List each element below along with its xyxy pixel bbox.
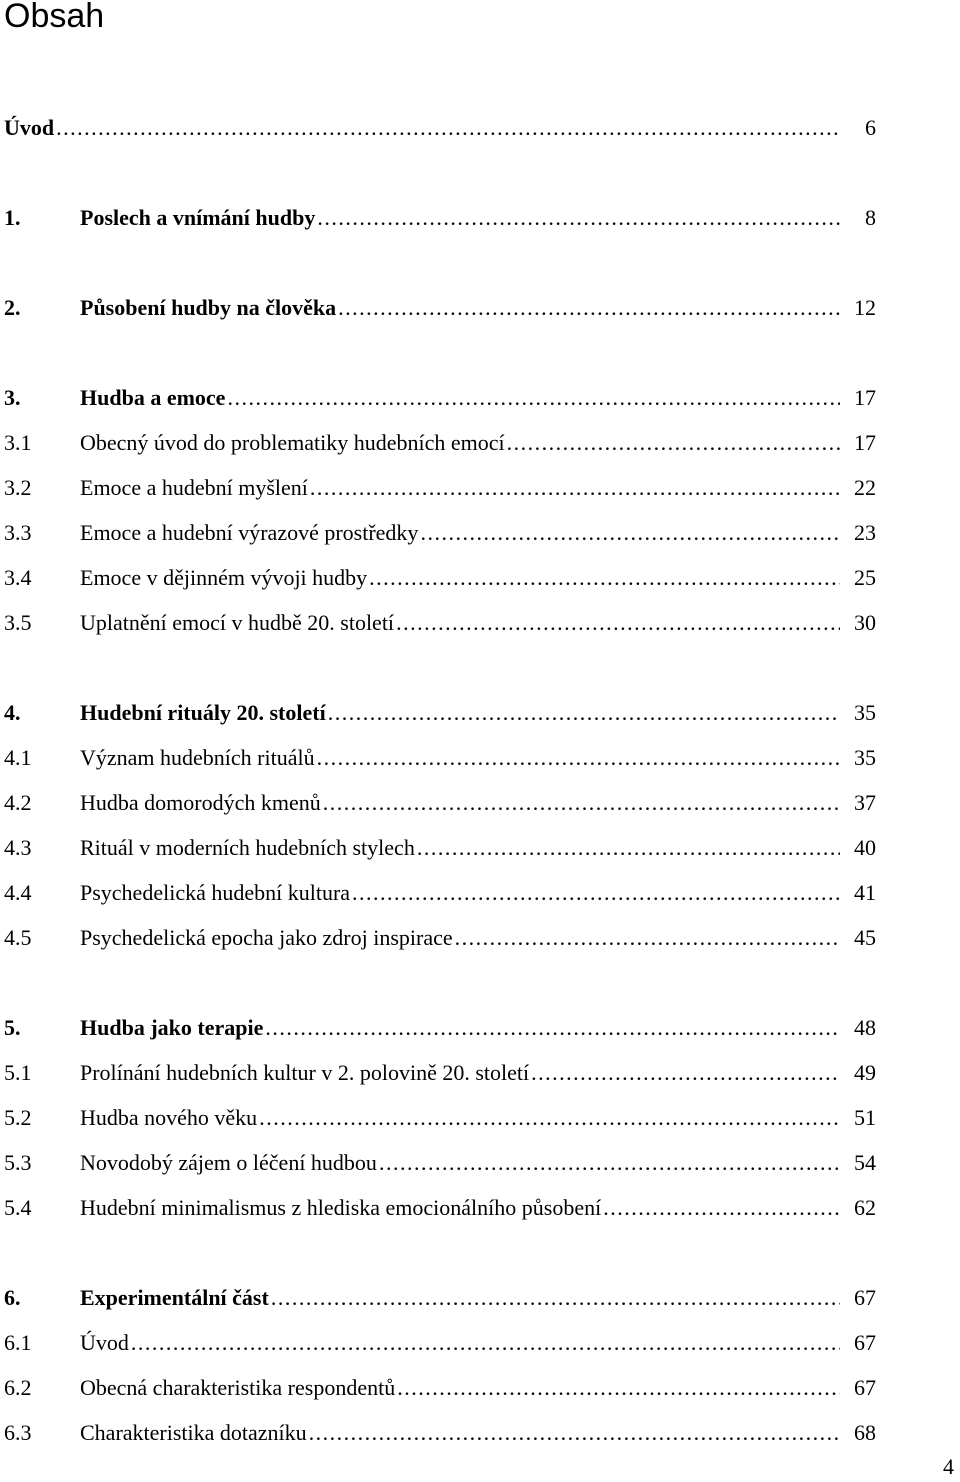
- toc-entry-page: 37: [854, 790, 876, 815]
- toc-entry: [4, 518, 876, 548]
- toc-entry-page: 67: [854, 1285, 876, 1310]
- toc-entry-page: 62: [854, 1195, 876, 1220]
- toc-entry-leader: [80, 878, 840, 908]
- toc-entry-page: 54: [854, 1150, 876, 1175]
- toc-entry-number: 1.: [4, 205, 21, 230]
- toc-entry-number: 5.3: [4, 1150, 32, 1175]
- toc-entry-leader: [80, 923, 840, 953]
- toc-entry-leader: [80, 698, 840, 728]
- toc-entry: [4, 428, 876, 458]
- toc-entry-leader: [80, 833, 840, 863]
- toc-entry: [4, 293, 876, 323]
- toc-entry-title: Obecná charakteristika respondentů: [80, 1375, 396, 1400]
- toc-entry-number: 3.2: [4, 475, 32, 500]
- toc-entry-page: 22: [854, 475, 876, 500]
- toc-entry-leader: [80, 1013, 840, 1043]
- toc-entry-title: Působení hudby na člověka: [80, 295, 337, 320]
- toc-entry-number: 3.3: [4, 520, 32, 545]
- toc-entry-leader: [80, 1058, 840, 1088]
- toc-entry-leader: [80, 1193, 840, 1223]
- toc-entry-title: Emoce v dějinném vývoji hudby: [80, 565, 368, 590]
- toc-entry-title: Hudební minimalismus z hlediska emocionálního působení: [80, 1195, 602, 1220]
- toc-entry-page: 23: [854, 520, 876, 545]
- toc-entry: [4, 383, 876, 413]
- toc-entry-leader: [80, 1328, 840, 1358]
- toc-entry-page: 67: [854, 1330, 876, 1355]
- toc-entry-number: 5.1: [4, 1060, 32, 1085]
- toc-entry-page: 25: [854, 565, 876, 590]
- toc-entry-page: 6: [865, 115, 876, 140]
- toc-entry-leader: [80, 608, 840, 638]
- toc-entry-number: 4.3: [4, 835, 32, 860]
- toc-entry: [4, 113, 876, 143]
- toc-entry-leader: [80, 743, 840, 773]
- toc-entry-title: Experimentální část: [80, 1285, 269, 1310]
- toc-entry-number: 3.5: [4, 610, 32, 635]
- toc-entry: [4, 743, 876, 773]
- toc-entry-leader: [80, 563, 840, 593]
- toc-entry-title: Psychedelická hudební kultura: [80, 880, 351, 905]
- toc-entry-number: 3.1: [4, 430, 32, 455]
- toc-entry: [4, 473, 876, 503]
- toc-entry-page: 17: [854, 385, 876, 410]
- toc-entry-title: Poslech a vnímání hudby: [80, 205, 316, 230]
- toc-entry: [4, 878, 876, 908]
- toc-entry: [4, 1058, 876, 1088]
- toc-entry-title: Hudba nového věku: [80, 1105, 258, 1130]
- toc-entry-page: 45: [854, 925, 876, 950]
- toc-entry: [4, 1283, 876, 1313]
- toc-entry: [4, 563, 876, 593]
- toc-entry-title: Hudební rituály 20. století: [80, 700, 326, 725]
- toc-entry: [4, 1103, 876, 1133]
- toc-entry-leader: [80, 1283, 840, 1313]
- toc-entry-title: Rituál v moderních hudebních stylech: [80, 835, 415, 860]
- toc-entry-number: 4.5: [4, 925, 32, 950]
- toc-entry-leader: [80, 1373, 840, 1403]
- toc-entry-number: 6.3: [4, 1420, 32, 1445]
- toc-entry: [4, 608, 876, 638]
- toc-entry: [4, 788, 876, 818]
- toc-entry-number: 6.1: [4, 1330, 32, 1355]
- toc-entry-page: 35: [854, 700, 876, 725]
- toc-entry-leader: [80, 473, 840, 503]
- toc-entry-leader: [80, 1418, 840, 1448]
- page-title: Obsah: [4, 0, 105, 35]
- toc-entry-page: 12: [854, 295, 876, 320]
- toc-entry-page: 68: [854, 1420, 876, 1445]
- toc-entry-title: Hudba a emoce: [80, 385, 226, 410]
- toc-entry-page: 51: [854, 1105, 876, 1130]
- toc-entry-title: Novodobý zájem o léčení hudbou: [80, 1150, 377, 1175]
- toc-entry-page: 41: [854, 880, 876, 905]
- toc-entry: [4, 1013, 876, 1043]
- toc-entry: [4, 1193, 876, 1223]
- toc-entry-title: Emoce a hudební výrazové prostředky: [80, 520, 419, 545]
- toc-entry-page: 49: [854, 1060, 876, 1085]
- toc-entry-title: Úvod: [4, 115, 55, 140]
- toc-entry: [4, 1373, 876, 1403]
- page-number: 4: [943, 1454, 954, 1479]
- toc-entry-number: 2.: [4, 295, 21, 320]
- toc-entry-number: 5.4: [4, 1195, 32, 1220]
- toc-entry-leader: [80, 428, 840, 458]
- toc-entry-page: 8: [865, 205, 876, 230]
- toc-entry-title: Psychedelická epocha jako zdroj inspirace: [80, 925, 453, 950]
- toc-entry: [4, 923, 876, 953]
- toc-entry-number: 4.4: [4, 880, 32, 905]
- toc-entry-leader: [80, 383, 840, 413]
- toc-entry-title: Hudba jako terapie: [80, 1015, 264, 1040]
- toc-entry: [4, 1418, 876, 1448]
- toc-entry-leader: [80, 293, 840, 323]
- toc-entry-number: 5.: [4, 1015, 21, 1040]
- toc-entry-number: 3.: [4, 385, 21, 410]
- toc-entry-title: Význam hudebních rituálů: [80, 745, 315, 770]
- toc-entry-title: Úvod: [80, 1330, 129, 1355]
- toc-entry-leader: [4, 113, 840, 143]
- toc-entry: [4, 698, 876, 728]
- toc-entry-page: 40: [854, 835, 876, 860]
- toc-entry-title: Hudba domorodých kmenů: [80, 790, 321, 815]
- toc-entry-number: 4.: [4, 700, 21, 725]
- toc-entry-number: 3.4: [4, 565, 32, 590]
- toc-entry-leader: [80, 788, 840, 818]
- toc-entry: [4, 833, 876, 863]
- toc-entry: [4, 203, 876, 233]
- toc-entry-title: Charakteristika dotazníku: [80, 1420, 307, 1445]
- toc-entry-page: 67: [854, 1375, 876, 1400]
- toc-entry-page: 35: [854, 745, 876, 770]
- toc-entry-leader: [80, 1148, 840, 1178]
- toc-entry-leader: [80, 1103, 840, 1133]
- toc-entry-title: Obecný úvod do problematiky hudebních emocí: [80, 430, 505, 455]
- toc-entry-page: 30: [854, 610, 876, 635]
- toc-entry: [4, 1148, 876, 1178]
- toc-entry-number: 5.2: [4, 1105, 32, 1130]
- toc-entry-title: Prolínání hudebních kultur v 2. polovině 20. století: [80, 1060, 530, 1085]
- toc-entry-number: 4.1: [4, 745, 32, 770]
- toc-entry-number: 6.: [4, 1285, 21, 1310]
- toc-entry-page: 48: [854, 1015, 876, 1040]
- toc-entry-leader: [80, 518, 840, 548]
- toc-entry-leader: [80, 203, 840, 233]
- toc-entry: [4, 1328, 876, 1358]
- toc-entry-page: 17: [854, 430, 876, 455]
- toc-entry-number: 6.2: [4, 1375, 32, 1400]
- toc-entry-title: Emoce a hudební myšlení: [80, 475, 308, 500]
- toc-entry-number: 4.2: [4, 790, 32, 815]
- toc-entry-title: Uplatnění emocí v hudbě 20. století: [80, 610, 395, 635]
